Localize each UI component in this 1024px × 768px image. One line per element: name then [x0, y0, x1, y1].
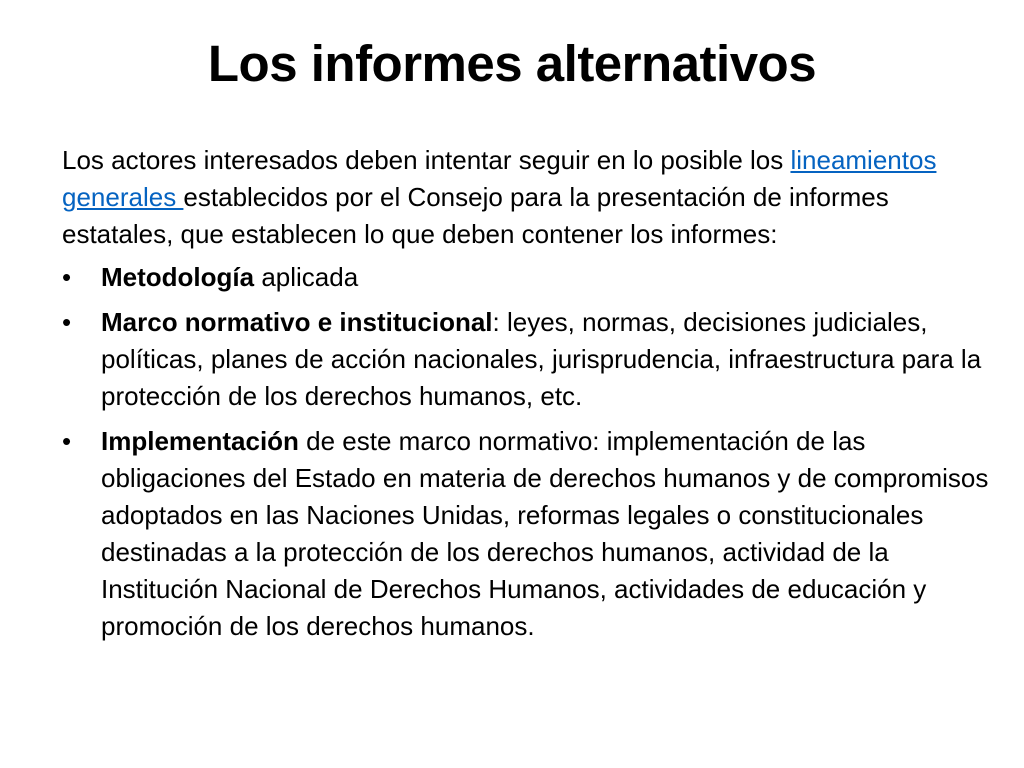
bullet-item-text: aplicada: [254, 262, 359, 292]
intro-paragraph: [62, 142, 992, 253]
bullet-item-implementation: [62, 423, 992, 645]
bullet-item-text: : leyes, normas, decisiones judiciales, políticas, planes de acción nacionales, jurisprudencia, infraestructura para la protección de los derechos humanos, etc.: [101, 307, 982, 411]
bullet-item-framework: [62, 304, 992, 415]
guidelines-link[interactable]: lineamientos generales: [62, 145, 937, 212]
bullet-icon: •: [62, 307, 72, 337]
bullet-item-bold: Metodología: [101, 262, 255, 292]
bullet-item-bold: Implementación: [101, 426, 299, 456]
intro-text-after-link: establecidos por el Consejo para la presentación de informes estatales, que establecen lo que deben contener los informes:: [62, 182, 889, 249]
slide-body: [62, 142, 992, 653]
bullet-item-methodology: [62, 259, 992, 296]
bullet-icon: •: [62, 262, 72, 292]
bullet-icon: •: [62, 426, 72, 456]
slide-title: Los informes alternativos: [207, 35, 817, 92]
bullet-list: [62, 259, 992, 645]
bullet-item-bold: Marco normativo e institucional: [101, 307, 493, 337]
intro-text-before-link: Los actores interesados deben intentar seguir en lo posible los: [62, 145, 791, 175]
bullet-item-text: de este marco normativo: implementación de las obligaciones del Estado en materia de derechos humanos y de compromisos adoptados en las Naciones Unidas, reformas legales o constitucionales destinadas a la protección de los derechos humanos, actividad de la Institución Nacional de Derechos Humanos, actividades de educación y promoción de los derechos humanos.: [101, 426, 989, 641]
